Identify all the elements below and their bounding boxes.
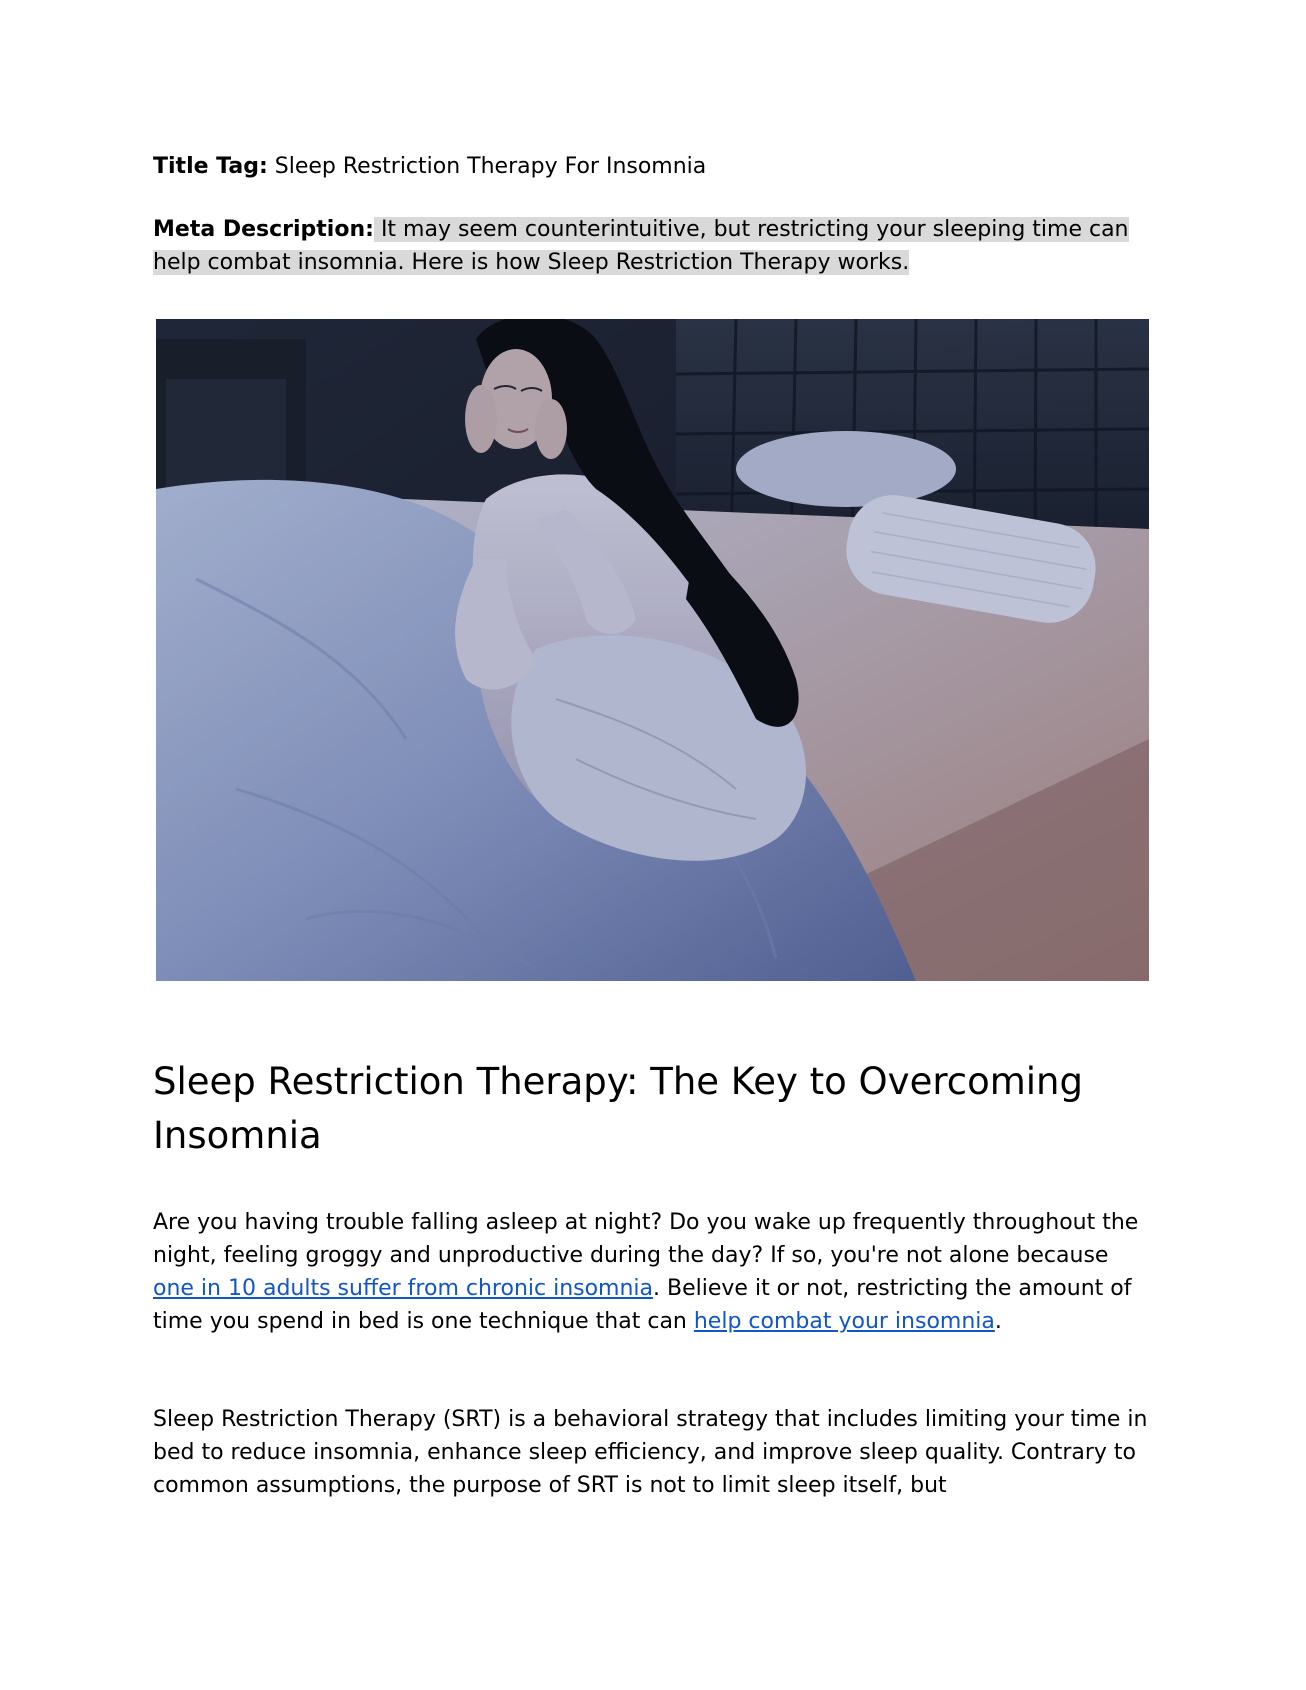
intro-text-c: . [994, 1309, 1002, 1334]
meta-description-label: Meta Description: [153, 217, 374, 242]
seo-metadata [153, 150, 1153, 279]
insomnia-statistic-link[interactable]: one in 10 adults suffer from chronic insomnia [153, 1276, 654, 1301]
title-tag-label: Title Tag: [153, 154, 268, 179]
intro-text-b: . Believe it or not, restricting the amount of time you spend in bed is one technique that can [153, 1276, 1132, 1334]
meta-description-value: It may seem counterintuitive, but restricting your sleeping time can help combat insomnia. Here is how Sleep Restriction Therapy works. [153, 217, 1129, 275]
intro-text-a: Are you having trouble falling asleep at night? Do you wake up frequently throughout the night, feeling groggy and unproductive during the day? If so, you're not alone because [153, 1210, 1139, 1268]
srt-paragraph: Sleep Restriction Therapy (SRT) is a behavioral strategy that includes limiting your time in bed to reduce insomnia, enhance sleep efficiency, and improve sleep quality. Contrary to common assumptions, the purpose of SRT is not to limit sleep itself, but [153, 1407, 1148, 1498]
title-tag-value: Sleep Restriction Therapy For Insomnia [274, 154, 707, 179]
title-tag-line [153, 150, 1153, 183]
intro-paragraph [153, 1206, 1153, 1338]
hero-image [156, 319, 1149, 981]
article-heading: Sleep Restriction Therapy: The Key to Overcoming Insomnia [153, 1060, 1083, 1157]
meta-description-line [153, 213, 1153, 279]
combat-insomnia-link[interactable]: help combat your insomnia [693, 1309, 995, 1334]
